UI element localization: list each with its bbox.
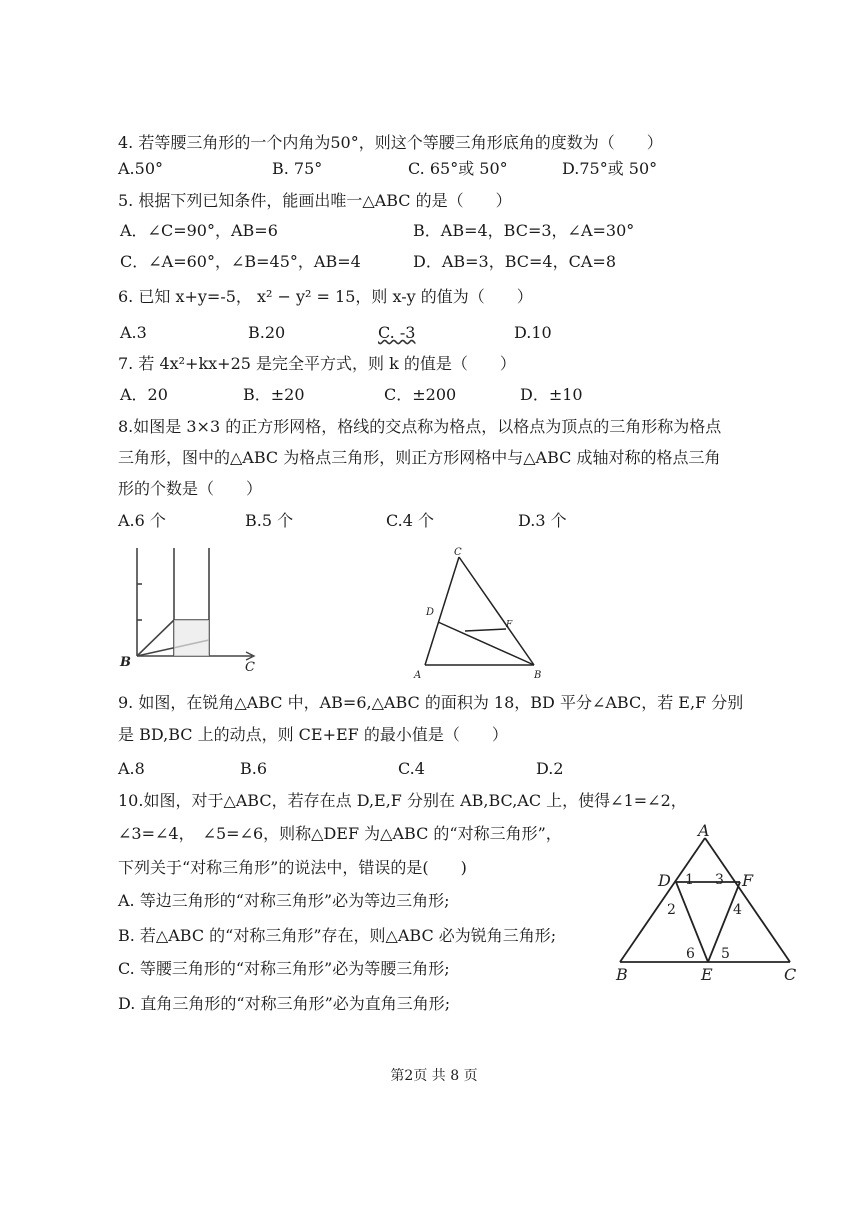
question-8-option-a: A.6 个 — [118, 511, 166, 530]
question-6-option-c: C. -3 — [378, 323, 416, 342]
label-e: E — [701, 965, 713, 984]
question-7-stem: 7. 若 4x²+kx+25 是完全平方式，则 k 的值是（ ） — [118, 354, 516, 373]
question-10-line-2: ∠3=∠4， ∠5=∠6，则称△DEF 为△ABC 的“对称三角形”， — [118, 824, 562, 843]
question-8-grid-figure — [112, 540, 272, 675]
question-8-line-1: 8.如图是 3×3 的正方形网格，格线的交点称为格点，以格点为顶点的三角形称为格点 — [118, 417, 722, 436]
question-6-option-d: D.10 — [514, 323, 552, 342]
question-9-line-1: 9. 如图，在锐角△ABC 中，AB=6,△ABC 的面积为 18，BD 平分∠ABC，若 E,F 分别 — [118, 693, 744, 712]
question-7-option-c: C．±200 — [384, 385, 457, 404]
question-10-option-b: B. 若△ABC 的“对称三角形”存在，则△ABC 必为锐角三角形; — [118, 926, 557, 945]
question-9-triangle-figure — [408, 545, 548, 680]
question-5-option-a: A．∠C=90°，AB=6 — [120, 221, 278, 240]
angle-4-label: 4 — [733, 902, 742, 918]
question-5-option-d: D．AB=3，BC=4，CA=8 — [413, 252, 616, 271]
page-footer: 第2页 共 8 页 — [390, 1068, 478, 1084]
question-4-option-d: D.75°或 50° — [562, 159, 658, 178]
question-4-option-a: A.50° — [118, 159, 163, 178]
question-4-option-c: C. 65°或 50° — [408, 159, 508, 178]
grid-label-b: B — [120, 655, 131, 670]
label-f: F — [742, 871, 754, 890]
question-5-option-c: C．∠A=60°，∠B=45°，AB=4 — [120, 252, 361, 271]
label-a: A — [414, 670, 422, 680]
question-8-option-d: D.3 个 — [518, 511, 567, 530]
question-6-stem: 6. 已知 x+y=-5， x² − y² = 15，则 x-y 的值为（ ） — [118, 287, 533, 306]
side-ab — [620, 838, 705, 962]
question-10-option-d: D. 直角三角形的“对称三角形”必为直角三角形; — [118, 994, 451, 1013]
label-a: A — [698, 821, 710, 840]
label-d: D — [426, 607, 435, 618]
question-4-stem: 4. 若等腰三角形的一个内角为50°，则这个等腰三角形底角的度数为（ ） — [118, 133, 663, 152]
angle-5-label: 5 — [721, 946, 730, 962]
grid-label-c: C — [245, 660, 255, 675]
question-5-option-b: B．AB=4，BC=3，∠A=30° — [413, 221, 635, 240]
label-b: B — [616, 965, 628, 984]
question-5-stem: 5. 根据下列已知条件，能画出唯一△ABC 的是（ ） — [118, 191, 512, 210]
question-8-line-3: 形的个数是（ ） — [118, 479, 263, 498]
question-7-option-d: D．±10 — [520, 385, 583, 404]
label-c: C — [784, 965, 797, 984]
segment-ef — [465, 629, 506, 631]
label-d: D — [658, 871, 671, 890]
question-7-option-a: A．20 — [120, 385, 168, 404]
question-9-option-b: B.6 — [240, 759, 268, 778]
label-b: B — [534, 670, 542, 680]
question-10-option-a: A. 等边三角形的“对称三角形”必为等边三角形; — [118, 891, 450, 910]
question-6-option-a: A.3 — [120, 323, 147, 342]
question-10-line-1: 10.如图，对于△ABC，若存在点 D,E,F 分别在 AB,BC,AC 上，使得∠1=∠2， — [118, 791, 687, 810]
shaded-region — [174, 620, 209, 656]
label-c: C — [454, 547, 462, 558]
question-8-option-c: C.4 个 — [386, 511, 435, 530]
side-ac — [705, 838, 790, 962]
question-8-option-b: B.5 个 — [245, 511, 294, 530]
question-10-line-3: 下列关于“对称三角形”的说法中，错误的是( ) — [118, 858, 467, 877]
angle-6-label: 6 — [686, 946, 695, 962]
question-8-line-2: 三角形，图中的△ABC 为格点三角形，则正方形网格中与△ABC 成轴对称的格点三角 — [118, 448, 721, 467]
question-9-option-a: A.8 — [118, 759, 145, 778]
angle-1-label: 1 — [685, 872, 694, 888]
question-10-triangle-figure — [608, 820, 808, 985]
question-9-option-c: C.4 — [398, 759, 425, 778]
question-9-option-d: D.2 — [536, 759, 564, 778]
triangle-side-ab — [137, 620, 174, 656]
angle-2-label: 2 — [667, 902, 676, 918]
question-4-option-b: B. 75° — [272, 159, 323, 178]
question-9-line-2: 是 BD,BC 上的动点，则 CE+EF 的最小值是（ ） — [118, 725, 508, 744]
question-10-option-c: C. 等腰三角形的“对称三角形”必为等腰三角形; — [118, 959, 450, 978]
question-6-option-b: B.20 — [248, 323, 286, 342]
angle-3-label: 3 — [715, 872, 724, 888]
question-7-option-b: B．±20 — [243, 385, 305, 404]
label-f: F — [506, 620, 513, 630]
